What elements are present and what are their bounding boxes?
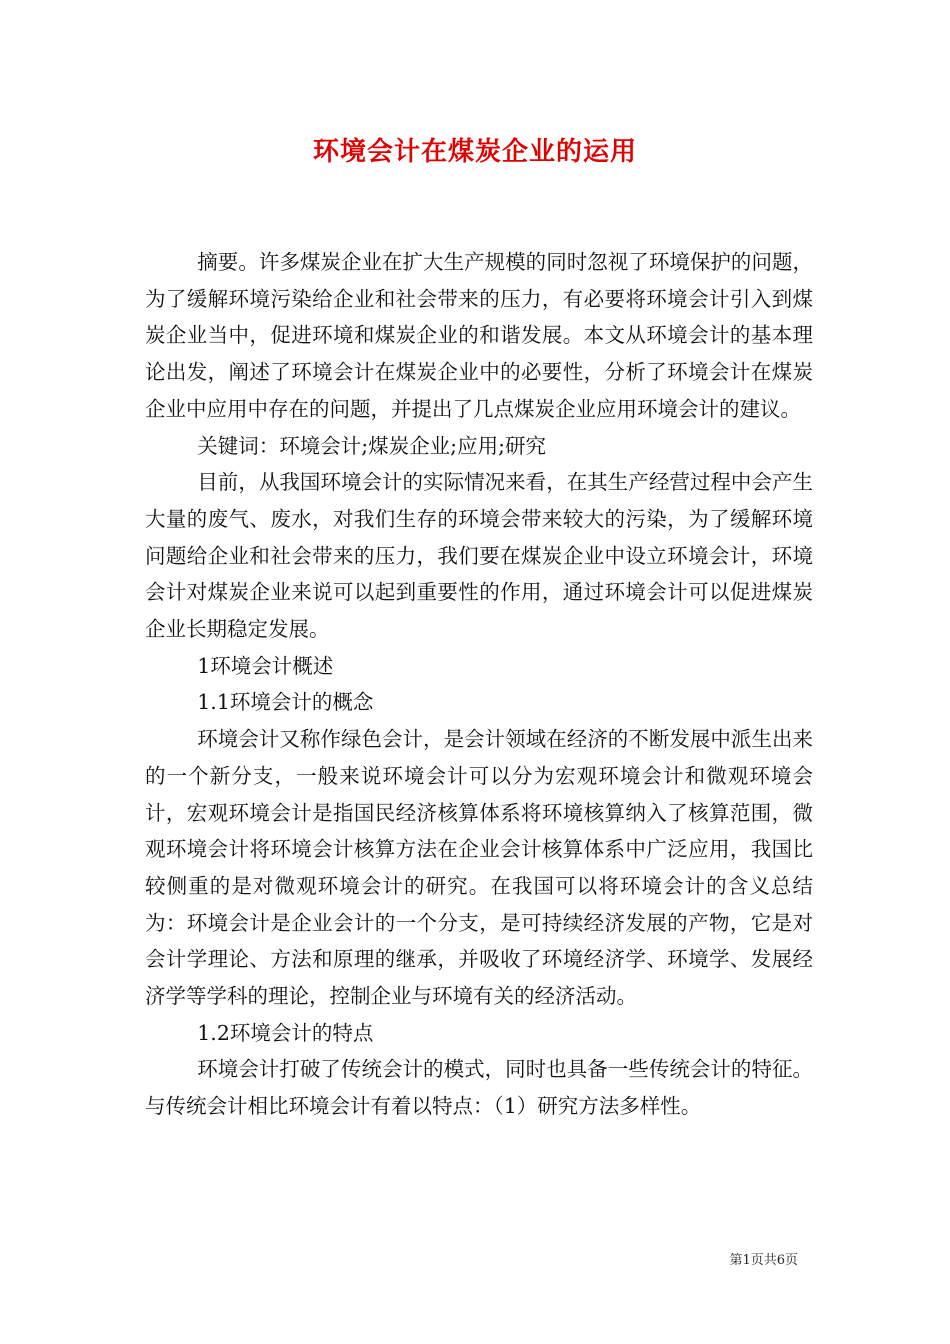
abstract-paragraph: 摘要。许多煤炭企业在扩大生产规模的同时忽视了环境保护的问题，为了缓解环境污染给企业和社会带来的压力，有必要将环境会计引入到煤炭企业当中，促进环境和煤炭企业的和谐发展。本文从环境会计的基本理论出发，阐述了环境会计在煤炭企业中的必要性，分析了环境会计在煤炭企业中应用中存在的问题，并提出了几点煤炭企业应用环境会计的建议。	[145, 250, 813, 421]
intro-paragraph: 目前，从我国环境会计的实际情况来看，在其生产经营过程中会产生大量的废气、废水，对我们生存的环境会带来较大的污染，为了缓解环境问题给企业和社会带来的压力，我们要在煤炭企业中设立环境会计，环境会计对煤炭企业来说可以起到重要性的作用，通过环境会计可以促进煤炭企业长期稳定发展。	[145, 470, 813, 642]
concept-paragraph: 环境会计又称作绿色会计，是会计领域在经济的不断发展中派生出来的一个新分支，一般来说环境会计可以分为宏观环境会计和微观环境会计，宏观环境会计是指国民经济核算体系将环境核算纳入了核算范围，微观环境会计将环境会计核算方法在企业会计核算体系中广泛应用，我国比较侧重的是对微观环境会计的研究。在我国可以将环境会计的含义总结为：环境会计是企业会计的一个分支，是可持续经济发展的产物，它是对会计学理论、方法和原理的继承，并吸收了环境经济学、环境学、发展经济学等学科的理论，控制企业与环境有关的经济活动。	[145, 727, 813, 1009]
document-body	[145, 244, 813, 1125]
subsection-heading-1-1: 1.1环境会计的概念	[197, 690, 374, 715]
features-paragraph: 环境会计打破了传统会计的模式，同时也具备一些传统会计的特征。与传统会计相比环境会计有着以特点：（1）研究方法多样性。	[145, 1057, 813, 1119]
page-number-footer: 第1页共6页	[729, 1253, 798, 1268]
keywords-paragraph: 关键词：环境会计;煤炭企业;应用;研究	[197, 433, 546, 458]
subsection-heading-1-2: 1.2环境会计的特点	[197, 1020, 374, 1045]
document-title: 环境会计在煤炭企业的运用	[312, 137, 637, 167]
section-heading-1: 1环境会计概述	[197, 653, 334, 678]
